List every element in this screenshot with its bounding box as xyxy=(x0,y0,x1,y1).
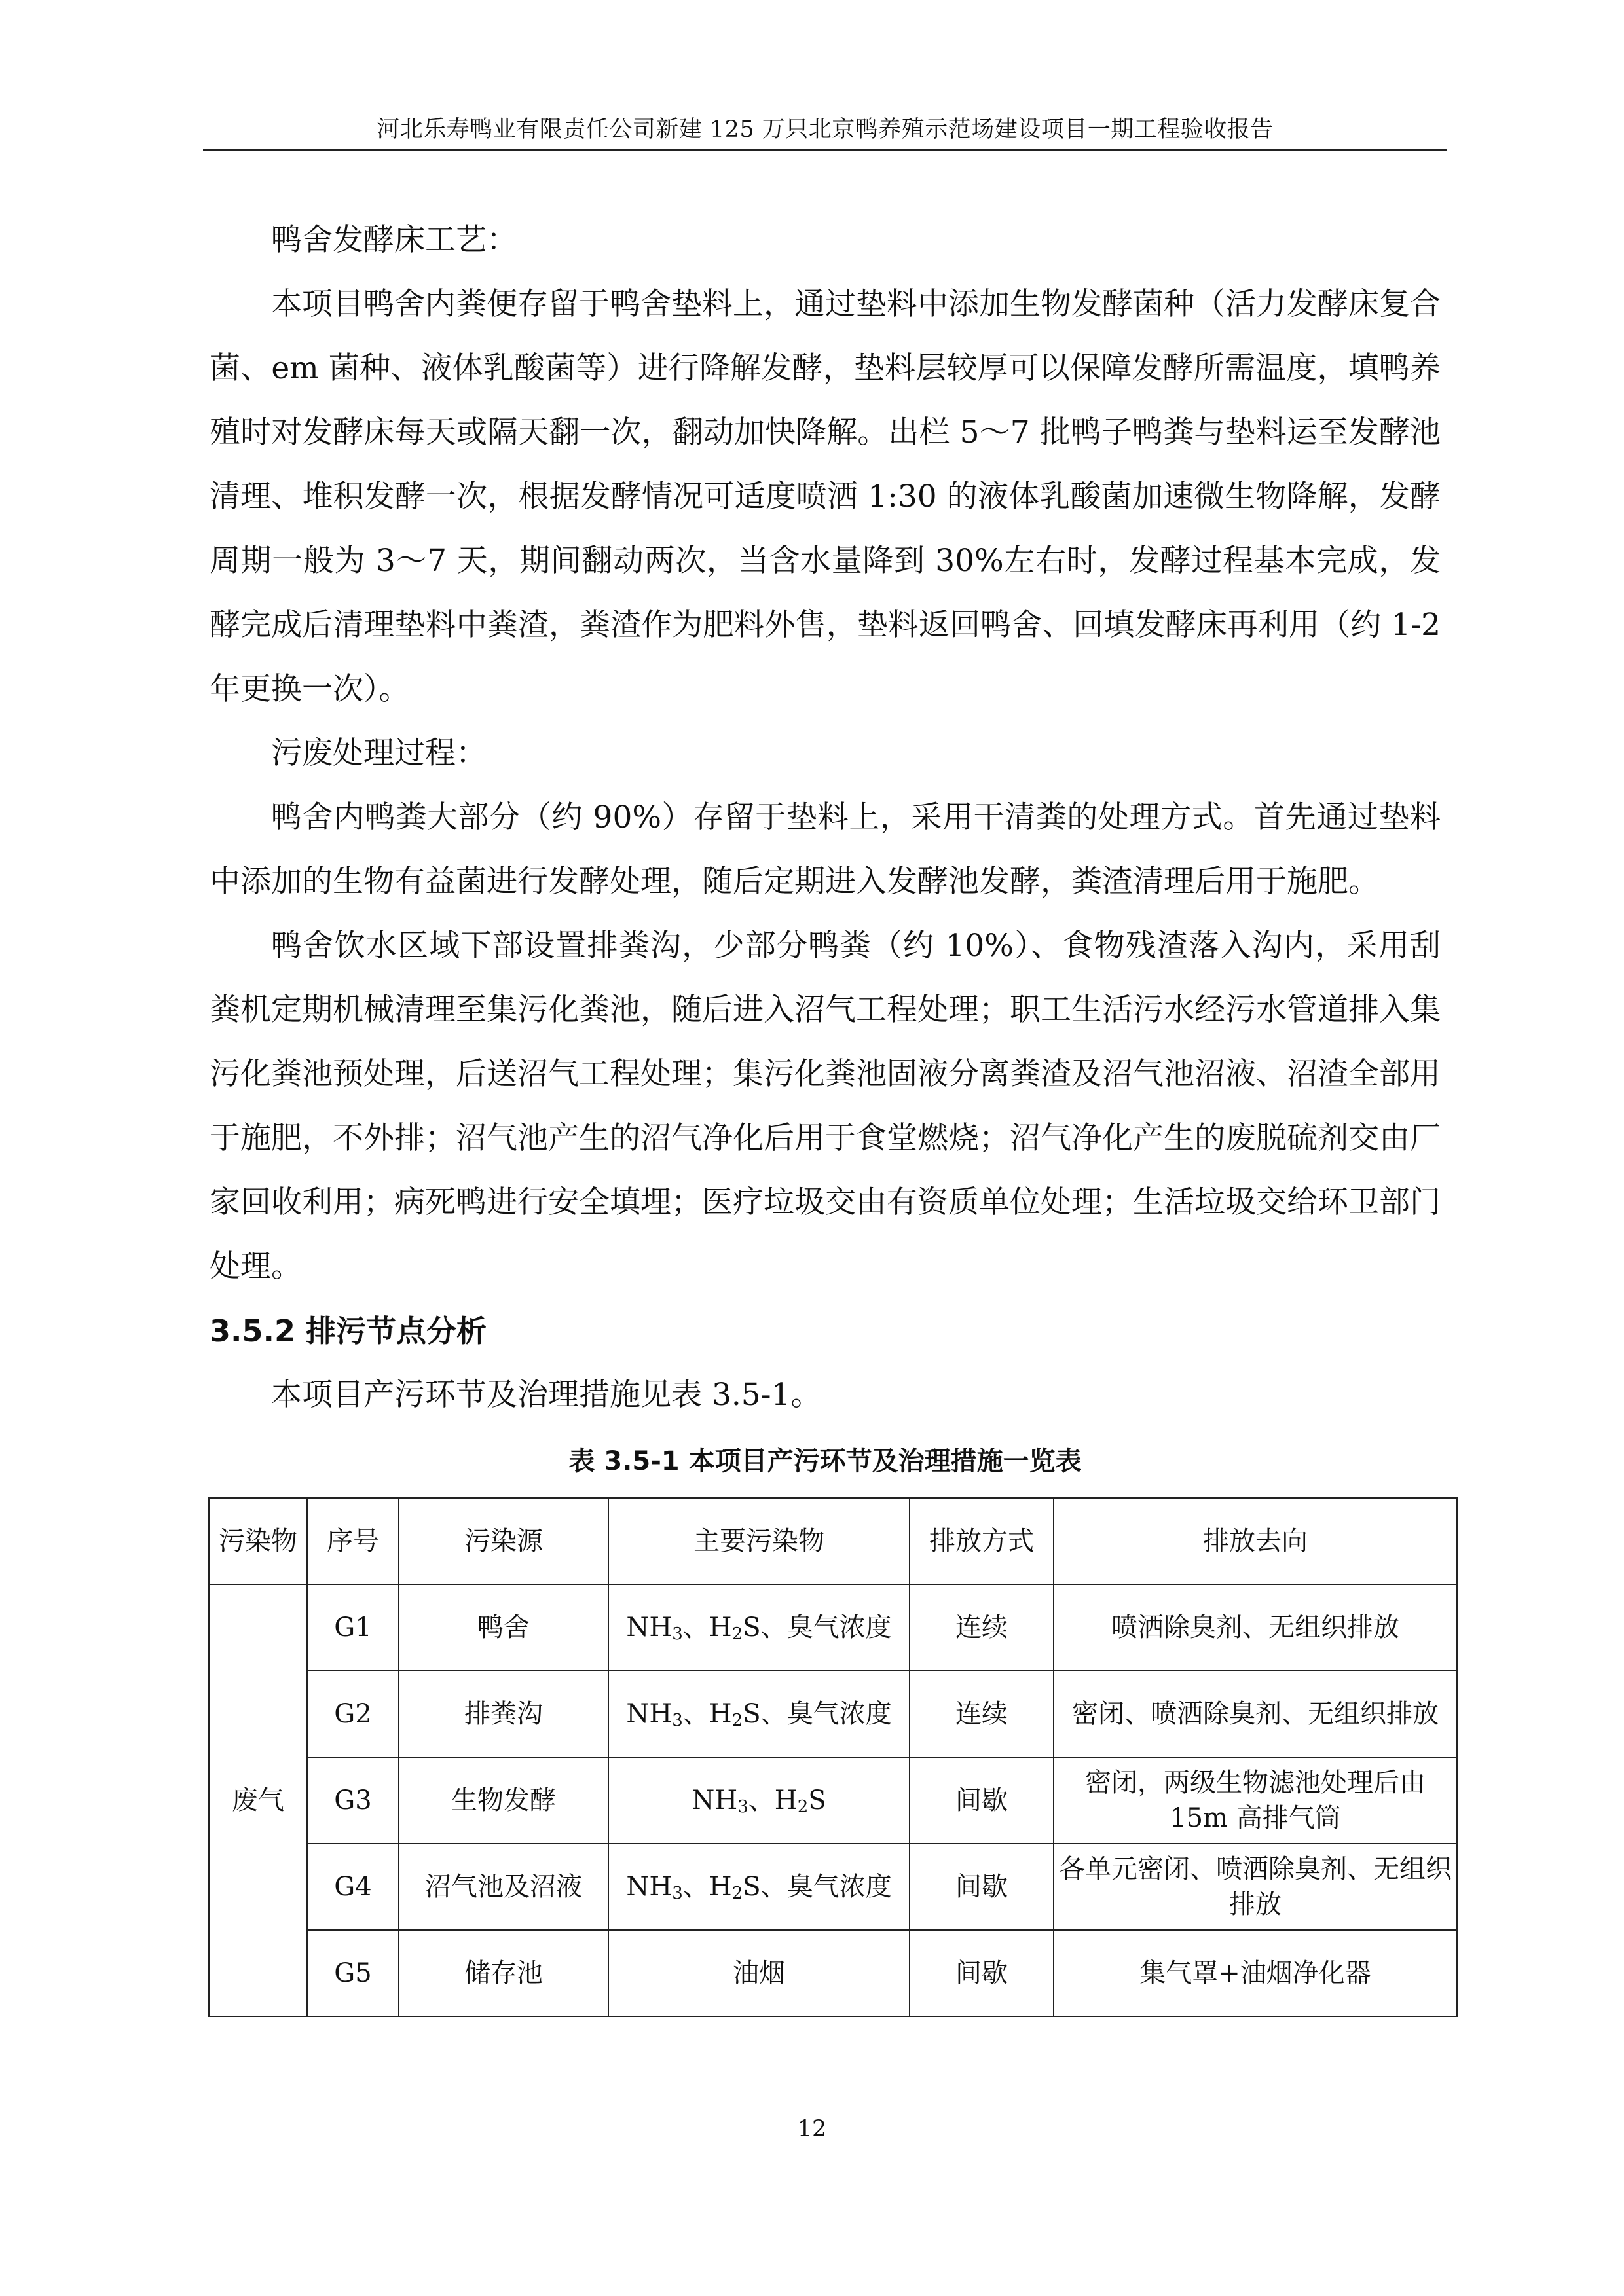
cell-mode: 间歇 xyxy=(910,1930,1054,2016)
cell-destination: 集气罩+油烟净化器 xyxy=(1054,1930,1457,2016)
header-source: 污染源 xyxy=(399,1498,608,1584)
cell-source: 储存池 xyxy=(399,1930,608,2016)
cell-destination: 密闭、喷洒除臭剂、无组织排放 xyxy=(1054,1671,1457,1757)
cell-category: 废气 xyxy=(209,1584,307,2016)
table-row xyxy=(209,1844,1457,1930)
cell-source: 沼气池及沼液 xyxy=(399,1844,608,1930)
cell-mode: 间歇 xyxy=(910,1844,1054,1930)
paragraph-fermentation-title: 鸭舍发酵床工艺： xyxy=(271,222,517,258)
cell-mode: 间歇 xyxy=(910,1757,1054,1844)
pollution-table xyxy=(208,1497,1458,2017)
section-heading: 3.5.2 排污节点分析 xyxy=(210,1313,487,1349)
table-row xyxy=(209,1584,1457,1671)
cell-mode: 连续 xyxy=(910,1671,1054,1757)
header-mode: 排放方式 xyxy=(910,1498,1054,1584)
cell-main-pollutant: $NH_3$、$H_2S$、臭气浓度 xyxy=(608,1671,910,1757)
cell-source: 生物发酵 xyxy=(399,1757,608,1844)
header-destination: 排放去向 xyxy=(1054,1498,1457,1584)
page-number: 12 xyxy=(797,2116,827,2142)
cell-destination: 喷洒除臭剂、无组织排放 xyxy=(1054,1584,1457,1671)
table-header-row xyxy=(209,1498,1457,1584)
header-id: 序号 xyxy=(307,1498,399,1584)
table-row xyxy=(209,1671,1457,1757)
table-row xyxy=(209,1930,1457,2016)
body-content xyxy=(210,208,1441,1427)
cell-id: G3 xyxy=(307,1757,399,1844)
cell-id: G2 xyxy=(307,1671,399,1757)
cell-main-pollutant: $NH_3$、$H_2S$、臭气浓度 xyxy=(608,1844,910,1930)
table-caption: 表 3.5-1 本项目产污环节及治理措施一览表 xyxy=(568,1446,1082,1476)
table-body xyxy=(209,1584,1457,2016)
section-intro: 本项目产污环节及治理措施见表 3.5-1。 xyxy=(271,1377,822,1413)
table-row xyxy=(209,1757,1457,1844)
cell-source: 排粪沟 xyxy=(399,1671,608,1757)
paragraph-drainage: 鸭舍饮水区域下部设置排粪沟，少部分鸭粪（约 10%）、食物残渣落入沟内，采用刮粪机定期机械清理至集污化粪池，随后进入沼气工程处理；职工生活污水经污水管道排入集污化粪池预处理，后送沼气工程处理；集污化粪池固液分离粪渣及沼气池沼液、沼渣全部用于施肥，不外排；沼气池产生的沼气净化后用于食堂燃烧；沼气净化产生的废脱硫剂交由厂家回收利用；病死鸭进行安全填埋；医疗垃圾交由有资质单位处理；生活垃圾交给环卫部门处理。 xyxy=(210,928,1441,1285)
cell-main-pollutant: 油烟 xyxy=(608,1930,910,2016)
cell-destination: 密闭，两级生物滤池处理后由 15m 高排气筒 xyxy=(1054,1757,1457,1844)
paragraph-dry-manure: 鸭舍内鸭粪大部分（约 90%）存留于垫料上，采用干清粪的处理方式。首先通过垫料中添加的生物有益菌进行发酵处理，随后定期进入发酵池发酵，粪渣清理后用于施肥。 xyxy=(210,799,1441,900)
cell-main-pollutant: $NH_3$、$H_2S$ xyxy=(608,1757,910,1844)
paragraph-fermentation-process: 本项目鸭舍内粪便存留于鸭舍垫料上，通过垫料中添加生物发酵菌种（活力发酵床复合菌、em 菌种、液体乳酸菌等）进行降解发酵，垫料层较厚可以保障发酵所需温度，填鸭养殖时对发酵床每天或隔天翻一次，翻动加快降解。出栏 5～7 批鸭子鸭粪与垫料运至发酵池清理、堆积发酵一次，根据发酵情况可适度喷洒 1:30 的液体乳酸菌加速微生物降解，发酵周期一般为 3～7 天，期间翻动两次，当含水量降到 30%左右时，发酵过程基本完成，发酵完成后清理垫料中粪渣，粪渣作为肥料外售，垫料返回鸭舍、回填发酵床再利用（约 1-2 年更换一次）。 xyxy=(210,286,1441,707)
page-header: 河北乐寿鸭业有限责任公司新建 125 万只北京鸭养殖示范场建设项目一期工程验收报告 xyxy=(377,117,1274,143)
cell-source: 鸭舍 xyxy=(399,1584,608,1671)
cell-destination: 各单元密闭、喷洒除臭剂、无组织排放 xyxy=(1054,1844,1457,1930)
header-divider xyxy=(203,149,1447,151)
paragraph-waste-title: 污废处理过程： xyxy=(271,735,487,771)
header-main-pollutant: 主要污染物 xyxy=(608,1498,910,1584)
header-pollutant: 污染物 xyxy=(209,1498,307,1584)
cell-mode: 连续 xyxy=(910,1584,1054,1671)
cell-id: G1 xyxy=(307,1584,399,1671)
cell-id: G5 xyxy=(307,1930,399,2016)
cell-id: G4 xyxy=(307,1844,399,1930)
cell-main-pollutant: $NH_3$、$H_2S$、臭气浓度 xyxy=(608,1584,910,1671)
